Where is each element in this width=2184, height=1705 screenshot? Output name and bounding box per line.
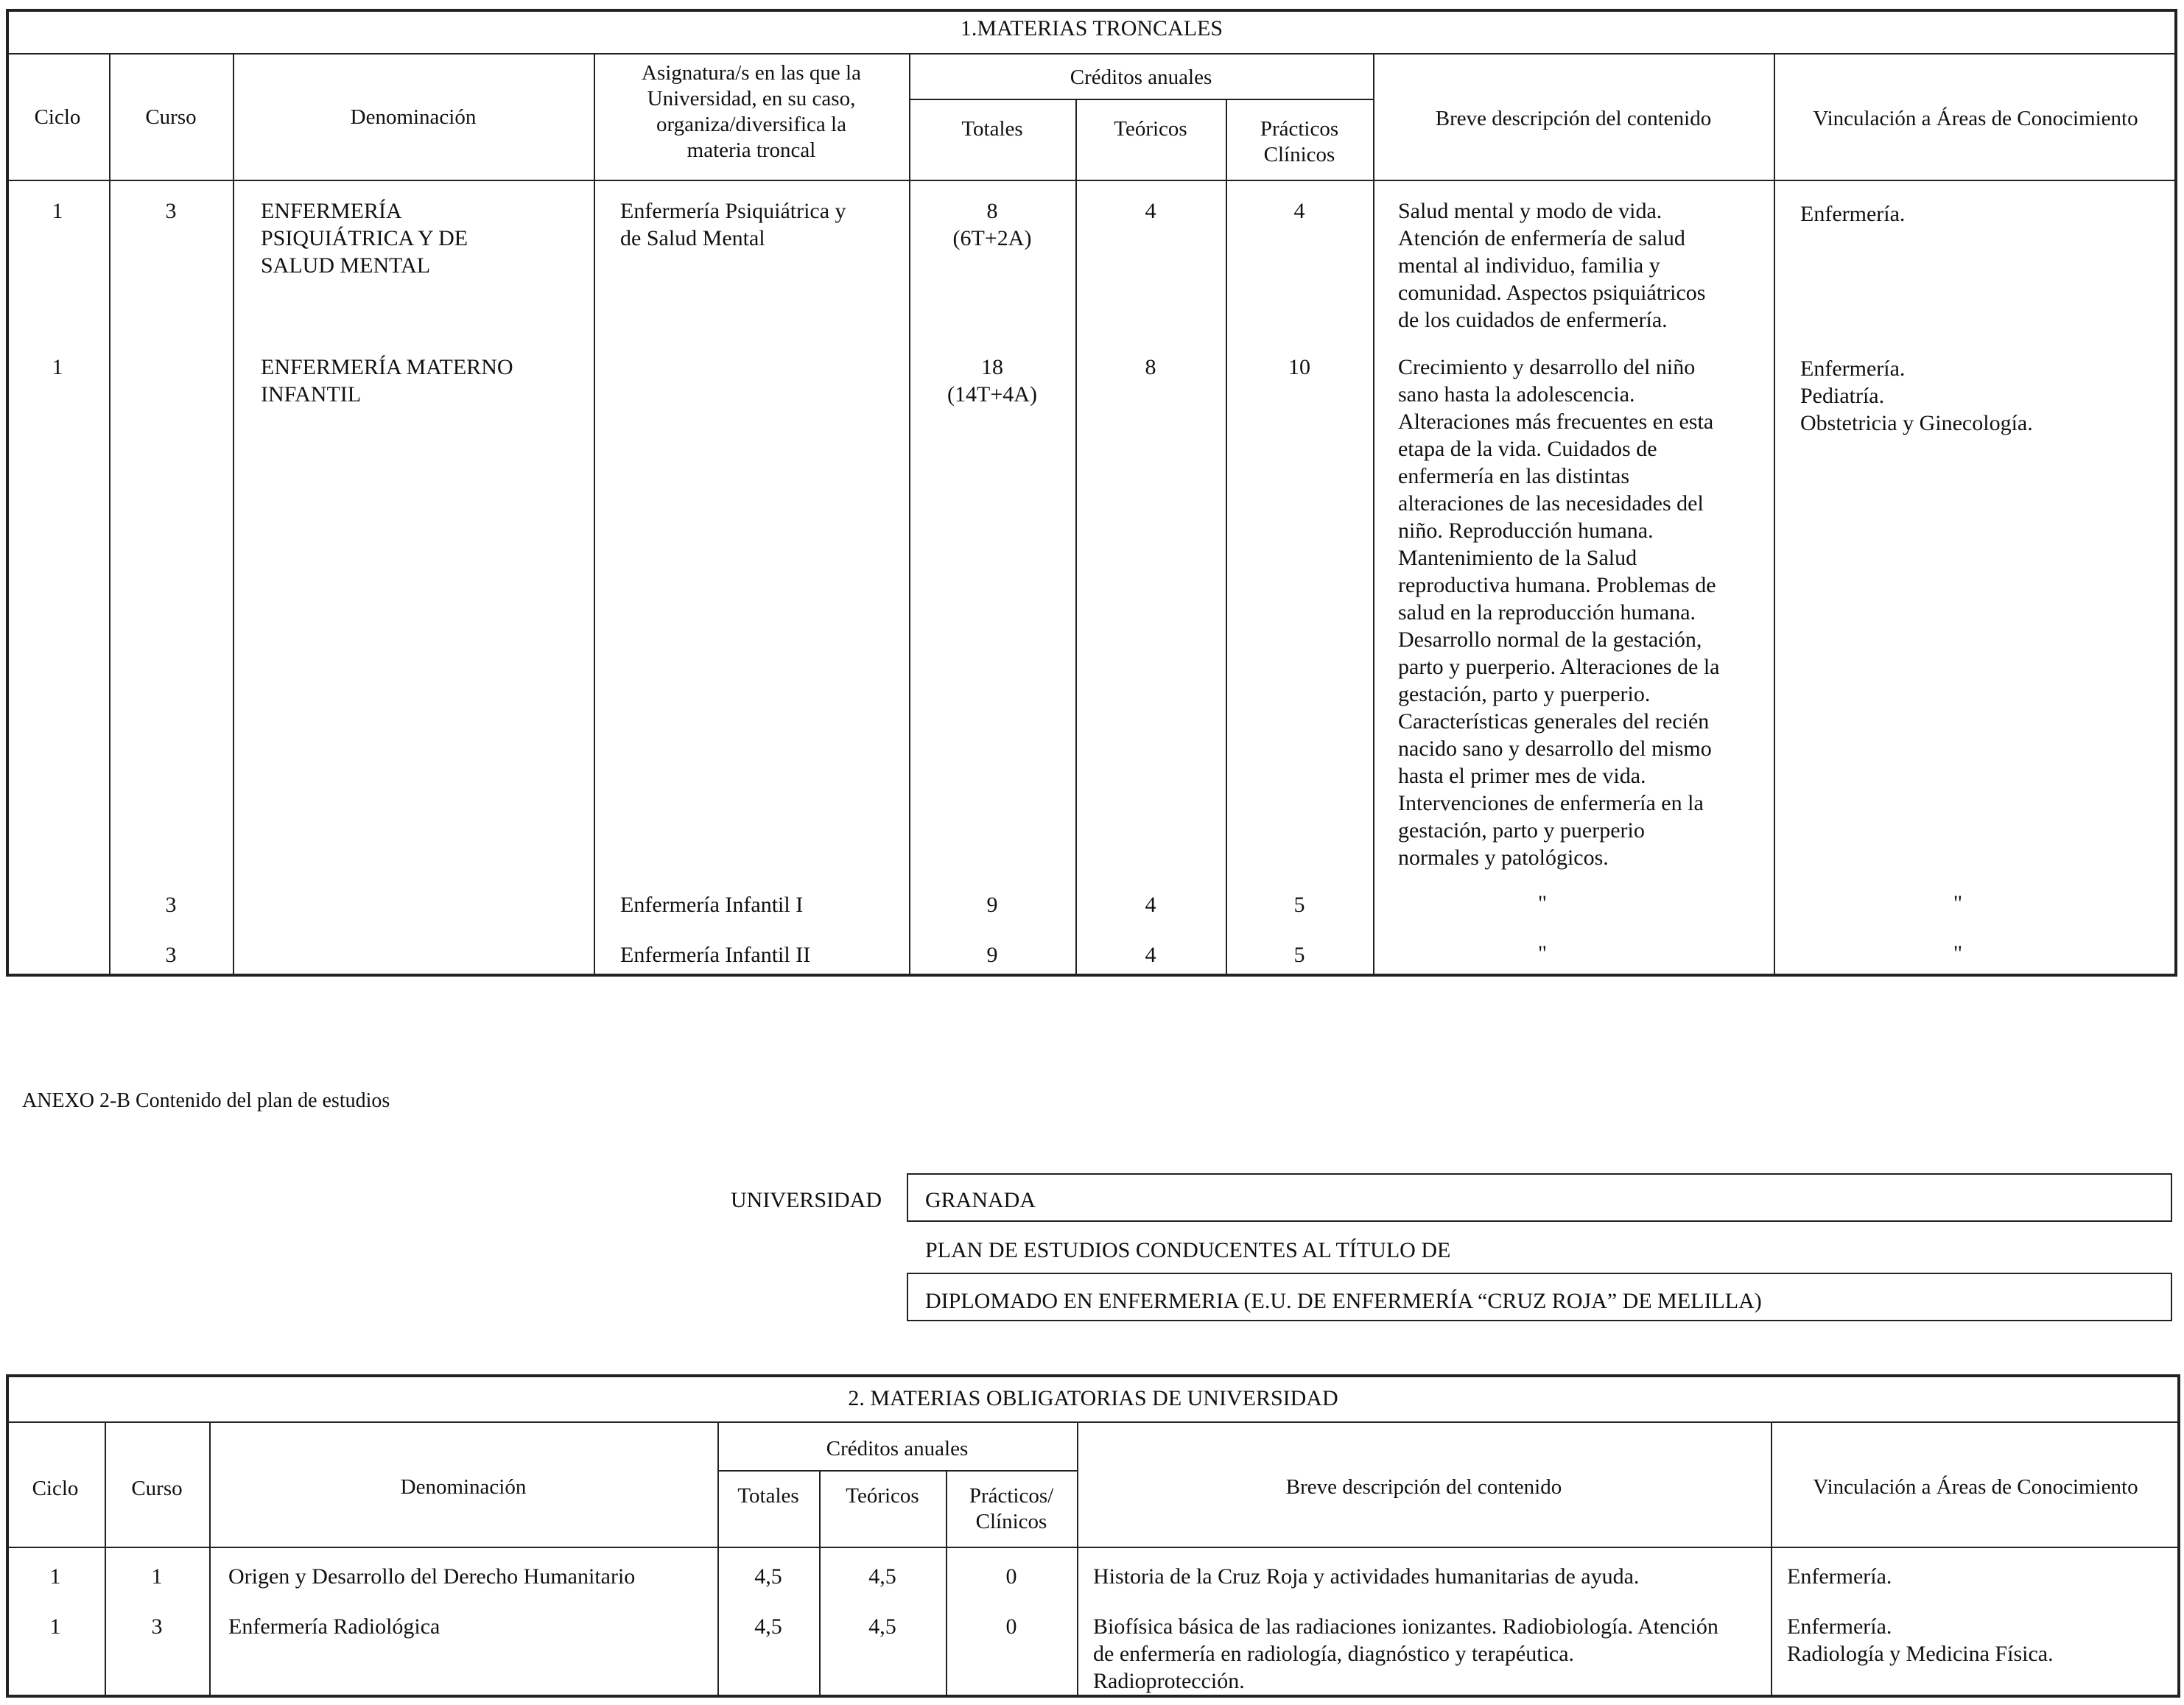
table-materias-troncales <box>6 9 2177 977</box>
table2-col-divider <box>1771 1421 1772 1698</box>
table1-creditos-divider <box>909 99 1373 100</box>
table-cell-practicos: 5 <box>1293 943 1305 967</box>
table-cell-curso: 3 <box>165 199 177 223</box>
table-cell-vinculacion: " <box>1953 891 1963 915</box>
table2-header-divider <box>6 1547 2180 1548</box>
table2-creditos-divider <box>717 1470 1077 1472</box>
table-cell-practicos: 5 <box>1293 893 1305 917</box>
table-cell-totales: 9 <box>986 893 998 917</box>
table-cell-curso: 3 <box>165 893 177 917</box>
table1-header-ciclo: Ciclo <box>34 105 81 129</box>
table2-col-divider <box>209 1421 211 1698</box>
table2-header-practicos: Prácticos/ Clínicos <box>969 1484 1054 1533</box>
table-cell-descripcion: Historia de la Cruz Roja y actividades humanitarias de ayuda. <box>1093 1564 1640 1589</box>
table-cell-denominacion: ENFERMERÍA MATERNO INFANTIL <box>261 355 513 407</box>
table-cell-denominacion: ENFERMERÍA PSIQUIÁTRICA Y DE SALUD MENTAL <box>261 199 468 278</box>
titulo-value: DIPLOMADO EN ENFERMERIA (E.U. DE ENFERMERÍA “CRUZ ROJA” DE MELILLA) <box>925 1289 1762 1313</box>
table-cell-vinculacion: Enfermería. <box>1800 202 1906 226</box>
annex-label: ANEXO 2-B Contenido del plan de estudios <box>22 1089 390 1112</box>
universidad-label: UNIVERSIDAD <box>731 1188 882 1212</box>
table1-header-teoricos: Teóricos <box>1114 117 1187 141</box>
table1-col-divider <box>1774 53 1775 977</box>
table1-col-divider <box>109 53 110 977</box>
table1-header-practicos: Prácticos Clínicos <box>1260 117 1339 166</box>
table-cell-totales: 9 <box>986 943 998 967</box>
table1-header-creditos: Créditos anuales <box>1070 66 1212 89</box>
table1-header-descripcion: Breve descripción del contenido <box>1435 107 1712 130</box>
table-cell-teoricos: 4,5 <box>868 1614 896 1639</box>
plan-label: PLAN DE ESTUDIOS CONDUCENTES AL TÍTULO DE <box>925 1238 1451 1262</box>
table-cell-vinculacion: Enfermería. <box>1787 1564 1892 1589</box>
table-cell-ciclo: 1 <box>52 355 63 379</box>
table-cell-asignatura: Enfermería Infantil I <box>620 893 804 917</box>
table2-title-divider <box>6 1421 2180 1423</box>
table-cell-asignatura: Enfermería Psiquiátrica y de Salud Mental <box>620 199 846 250</box>
table1-col-divider <box>594 53 595 977</box>
table1-header-divider <box>6 180 2177 181</box>
table2-header-denominacion: Denominación <box>400 1475 527 1499</box>
table-cell-vinculacion: Enfermería. Pediatría. Obstetricia y Ginecología. <box>1800 356 2033 435</box>
table-cell-curso: 3 <box>165 943 177 967</box>
table2-title: 2. MATERIAS OBLIGATORIAS DE UNIVERSIDAD <box>848 1386 1338 1410</box>
universidad-box <box>907 1173 2172 1222</box>
table-cell-practicos: 0 <box>1005 1614 1017 1639</box>
table1-col-divider <box>233 53 234 977</box>
table-cell-descripcion: " <box>1537 891 1548 915</box>
table2-col-divider <box>717 1421 719 1698</box>
table-cell-practicos: 4 <box>1293 199 1305 223</box>
table-cell-asignatura: Enfermería Infantil II <box>620 943 811 967</box>
table2-header-totales: Totales <box>737 1484 799 1508</box>
table-cell-curso: 1 <box>151 1564 163 1589</box>
table1-header-totales: Totales <box>961 117 1023 141</box>
table-cell-descripcion: Salud mental y modo de vida. Atención de enfermería de salud mental al individuo, familia y comunidad. Aspectos psiquiátricos de los cuidados de enfermería. <box>1398 199 1706 332</box>
table-cell-descripcion: Crecimiento y desarrollo del niño sano hasta la adolescencia. Alteraciones más frecuentes en esta etapa de la vida. Cuidados de enfermería en las distintas alteraciones de las necesidades del niño. Reproducción humana. Mantenimiento de la Salud reproductiva humana. Problemas de salud en la reproducción humana. Desarrollo normal de la gestación, parto y puerperio. Alteraciones de la gestación, parto y puerperio. Características generales del recién nacido sano y desarrollo del mismo hasta el primer mes de vida. Intervenciones de enfermería en la gestación, parto y puerperio normales y patológicos. <box>1398 355 1720 870</box>
table-cell-descripcion: Biofísica básica de las radiaciones ionizantes. Radiobiología. Atención de enfermería en radiología, diagnóstico y terapéutica. Radioprotección. <box>1093 1614 1718 1693</box>
table2-header-ciclo: Ciclo <box>32 1477 79 1500</box>
table-cell-ciclo: 1 <box>49 1564 61 1589</box>
table1-col-divider <box>909 53 910 977</box>
table-cell-teoricos: 4 <box>1145 893 1156 917</box>
table-cell-totales: 18 (14T+4A) <box>947 355 1037 407</box>
table-cell-ciclo: 1 <box>49 1614 61 1639</box>
table1-title-divider <box>6 53 2177 55</box>
table1-title: 1.MATERIAS TRONCALES <box>960 16 1223 41</box>
table2-header-teoricos: Teóricos <box>846 1484 919 1508</box>
table1-header-vinculacion: Vinculación a Áreas de Conocimiento <box>1813 107 2138 130</box>
table-cell-teoricos: 4,5 <box>868 1564 896 1589</box>
table-cell-descripcion: " <box>1537 941 1548 966</box>
table2-header-curso: Curso <box>131 1477 183 1500</box>
table1-header-denominacion: Denominación <box>350 105 477 129</box>
table-cell-totales: 4,5 <box>754 1614 782 1639</box>
table-cell-teoricos: 4 <box>1145 199 1156 223</box>
table-cell-teoricos: 4 <box>1145 943 1156 967</box>
table1-col-divider <box>1373 53 1374 977</box>
table2-col-divider <box>105 1421 106 1698</box>
table-cell-totales: 8 (6T+2A) <box>952 199 1032 250</box>
table-cell-practicos: 10 <box>1288 355 1310 379</box>
table2-header-vinculacion: Vinculación a Áreas de Conocimiento <box>1813 1475 2138 1499</box>
table-cell-denominacion: Origen y Desarrollo del Derecho Humanitario <box>228 1564 636 1589</box>
table-cell-ciclo: 1 <box>52 199 63 223</box>
table-cell-denominacion: Enfermería Radiológica <box>228 1614 440 1639</box>
table1-col-divider <box>1226 99 1227 977</box>
table-cell-totales: 4,5 <box>754 1564 782 1589</box>
table-cell-practicos: 0 <box>1005 1564 1017 1589</box>
table2-header-creditos: Créditos anuales <box>826 1437 969 1460</box>
universidad-value: GRANADA <box>925 1188 1036 1212</box>
table-cell-curso: 3 <box>151 1614 163 1639</box>
table-cell-vinculacion: " <box>1953 941 1963 966</box>
table1-header-curso: Curso <box>145 105 197 129</box>
table2-header-descripcion: Breve descripción del contenido <box>1285 1475 1562 1499</box>
table1-header-asignatura: Asignatura/s en las que la Universidad, en su caso, organiza/diversifica la materia troncal <box>642 61 861 162</box>
table-cell-teoricos: 8 <box>1145 355 1156 379</box>
table2-col-divider <box>1077 1421 1078 1698</box>
table-cell-vinculacion: Enfermería. Radiología y Medicina Física. <box>1787 1614 2054 1666</box>
table1-col-divider <box>1075 99 1077 977</box>
